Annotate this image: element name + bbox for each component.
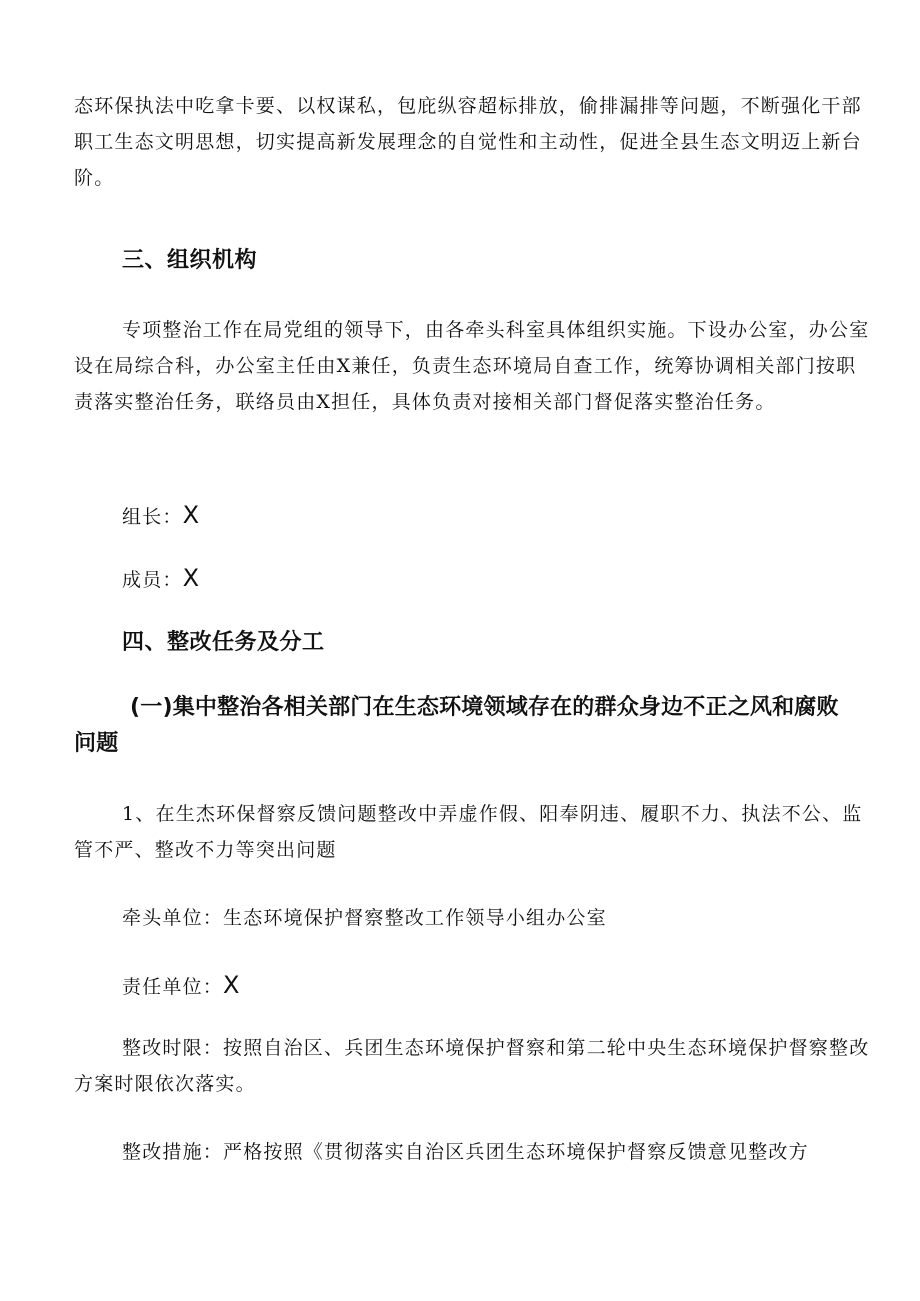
responsible-unit-value: X — [223, 971, 241, 999]
task-item-1: 1、在生杰环保督察反馈问题整改中弄虚作假、阳奉阴违、履职不力、执法不公、监管不严、整改不力等突出问题 — [74, 803, 863, 861]
lead-unit-value: 生态环境保护督察整改工作领导小组办公室 — [223, 907, 607, 929]
responsible-unit-line — [122, 970, 241, 1002]
leader-label: 组长： — [122, 506, 183, 528]
members-line — [122, 563, 200, 595]
measures-paragraph: 整改措施：严格按照《贯彻落实自治区兵团生态环境保护督察反馈意见整改方 — [122, 1141, 809, 1163]
subsection-heading-1: (一)集中整治各相关部门在生态环境领域存在的群众身边不正之风和腐败问题 — [74, 695, 839, 756]
intro-paragraph: 态环保执法中吃拿卡要、以权谋私，包庇纵容超标排放，偷排漏排等问题，不断强化干部职工生态文明思想，切实提高新发展理念的自觉性和主动性，促进全县生态文明迈上新台阶。 — [74, 95, 862, 189]
members-value: X — [182, 564, 201, 592]
lead-unit-line — [122, 903, 607, 933]
lead-unit-label: 牵头单位： — [122, 907, 224, 929]
section-heading-tasks: 四、整改任务及分工 — [122, 630, 325, 655]
section-heading-organization: 三、组织机构 — [122, 248, 258, 273]
deadline-paragraph: 整改时限：按照自治区、兵团生态环境保护督察和第二轮中央生态环境保护督察整改方案时限依次落实。 — [74, 1037, 870, 1095]
members-label: 成员： — [122, 569, 183, 591]
organization-paragraph: 专项整治工作在局党组的领导下，由各牵头科室具体组织实施。下设办公室，办公室设在局综合科，办公室主任由X兼任，负责生态环境局自查工作，统筹协调相关部门按职责落实整治任务，联络员由X担任，具体负责对接相关部门督促落实整治任务。 — [74, 319, 870, 413]
responsible-unit-label: 责任单位： — [122, 976, 224, 998]
leader-line — [122, 500, 200, 532]
leader-value: X — [182, 501, 201, 529]
